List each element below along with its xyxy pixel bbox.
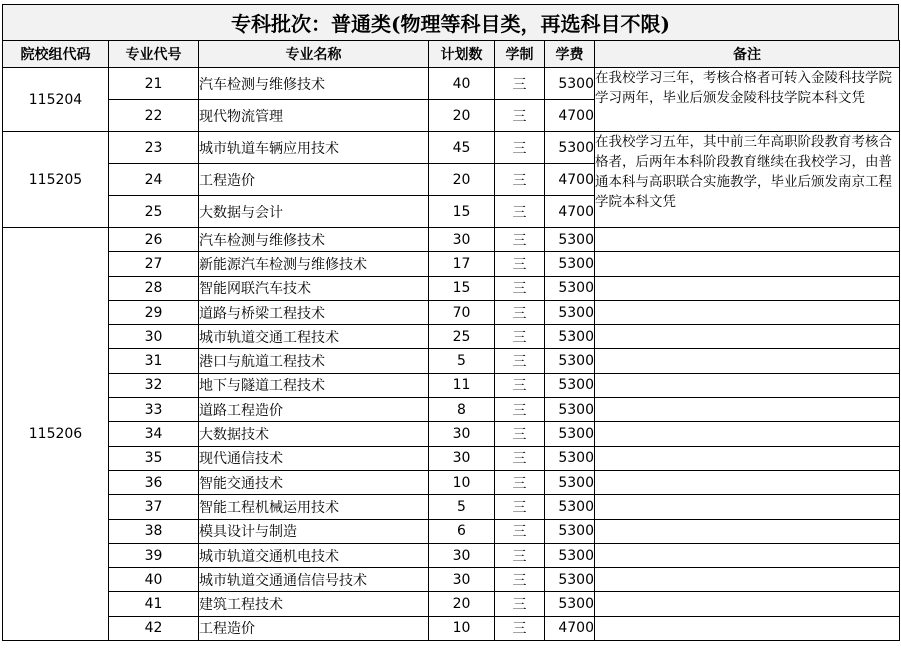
plan-count-cell: 10 [429, 470, 495, 494]
tuition-cell: 4700 [545, 616, 595, 640]
major-name-cell: 智能网联汽车技术 [199, 276, 429, 300]
duration-cell: 三 [495, 349, 545, 373]
major-code-cell: 28 [109, 276, 199, 300]
tuition-cell: 4700 [545, 196, 595, 228]
table-row [3, 495, 900, 519]
remarks-cell-empty [595, 543, 900, 567]
major-code-cell: 21 [109, 68, 199, 100]
plan-count-cell: 30 [429, 422, 495, 446]
duration-cell: 三 [495, 196, 545, 228]
remarks-cell-empty [595, 592, 900, 616]
major-name-cell: 道路与桥梁工程技术 [199, 300, 429, 324]
major-code-cell: 34 [109, 422, 199, 446]
major-name-cell: 新能源汽车检测与维修技术 [199, 252, 429, 276]
sheet-title: 专科批次：普通类(物理等科目类，再选科目不限) [2, 4, 899, 40]
major-code-cell: 41 [109, 592, 199, 616]
tuition-cell: 5300 [545, 373, 595, 397]
plan-count-cell: 30 [429, 568, 495, 592]
duration-cell: 三 [495, 519, 545, 543]
plan-count-cell: 15 [429, 196, 495, 228]
major-code-cell: 39 [109, 543, 199, 567]
tuition-cell: 5300 [545, 495, 595, 519]
duration-cell: 三 [495, 276, 545, 300]
remarks-cell-empty [595, 519, 900, 543]
table-row [3, 470, 900, 494]
major-code-cell: 30 [109, 325, 199, 349]
remarks-cell-empty [595, 616, 900, 640]
duration-cell: 三 [495, 300, 545, 324]
tuition-cell: 5300 [545, 228, 595, 252]
major-code-cell: 23 [109, 132, 199, 164]
major-code-cell: 40 [109, 568, 199, 592]
plan-table-body [3, 68, 900, 641]
tuition-cell: 5300 [545, 398, 595, 422]
table-row [3, 398, 900, 422]
tuition-cell: 5300 [545, 349, 595, 373]
table-row [3, 132, 900, 164]
remarks-cell: 在我校学习三年，考核合格者可转入金陵科技学院学习两年，毕业后颁发金陵科技学院本科文凭 [595, 68, 900, 132]
table-row [3, 349, 900, 373]
tuition-cell: 5300 [545, 470, 595, 494]
plan-count-cell: 40 [429, 68, 495, 100]
remarks-cell-empty [595, 252, 900, 276]
duration-cell: 三 [495, 100, 545, 132]
remarks-cell-empty [595, 373, 900, 397]
table-row [3, 276, 900, 300]
remarks-cell-empty [595, 446, 900, 470]
header-major-name: 专业名称 [199, 41, 429, 68]
tuition-cell: 5300 [545, 276, 595, 300]
table-row [3, 68, 900, 100]
plan-count-cell: 15 [429, 276, 495, 300]
major-code-cell: 42 [109, 616, 199, 640]
tuition-cell: 5300 [545, 132, 595, 164]
tuition-cell: 5300 [545, 519, 595, 543]
duration-cell: 三 [495, 470, 545, 494]
plan-count-cell: 5 [429, 495, 495, 519]
plan-count-cell: 30 [429, 446, 495, 470]
tuition-cell: 4700 [545, 164, 595, 196]
major-name-cell: 智能交通技术 [199, 470, 429, 494]
remarks-cell-empty [595, 398, 900, 422]
plan-count-cell: 10 [429, 616, 495, 640]
duration-cell: 三 [495, 422, 545, 446]
table-row [3, 519, 900, 543]
remarks-cell-empty [595, 349, 900, 373]
major-name-cell: 模具设计与制造 [199, 519, 429, 543]
header-group-code: 院校组代码 [3, 41, 109, 68]
plan-count-cell: 17 [429, 252, 495, 276]
group-code-cell: 115206 [3, 228, 109, 641]
major-code-cell: 25 [109, 196, 199, 228]
major-name-cell: 建筑工程技术 [199, 592, 429, 616]
plan-count-cell: 45 [429, 132, 495, 164]
plan-count-cell: 30 [429, 228, 495, 252]
remarks-cell-empty [595, 568, 900, 592]
duration-cell: 三 [495, 543, 545, 567]
tuition-cell: 5300 [545, 592, 595, 616]
table-row [3, 592, 900, 616]
table-row [3, 543, 900, 567]
table-row [3, 616, 900, 640]
major-name-cell: 工程造价 [199, 616, 429, 640]
major-name-cell: 城市轨道交通机电技术 [199, 543, 429, 567]
major-name-cell: 港口与航道工程技术 [199, 349, 429, 373]
major-code-cell: 31 [109, 349, 199, 373]
tuition-cell: 5300 [545, 252, 595, 276]
header-row [3, 41, 900, 68]
plan-count-cell: 20 [429, 164, 495, 196]
major-name-cell: 大数据与会计 [199, 196, 429, 228]
remarks-cell-empty [595, 470, 900, 494]
table-row [3, 446, 900, 470]
table-row [3, 252, 900, 276]
major-name-cell: 城市轨道交通工程技术 [199, 325, 429, 349]
major-code-cell: 24 [109, 164, 199, 196]
plan-count-cell: 6 [429, 519, 495, 543]
tuition-cell: 5300 [545, 543, 595, 567]
remarks-cell-empty [595, 228, 900, 252]
table-row [3, 422, 900, 446]
major-name-cell: 汽车检测与维修技术 [199, 228, 429, 252]
plan-count-cell: 30 [429, 543, 495, 567]
header-duration: 学制 [495, 41, 545, 68]
header-plan-count: 计划数 [429, 41, 495, 68]
tuition-cell: 5300 [545, 446, 595, 470]
major-code-cell: 38 [109, 519, 199, 543]
remarks-cell: 在我校学习五年，其中前三年高职阶段教育考核合格者，后两年本科阶段教育继续在我校学习，由普通本科与高职联合实施教学，毕业后颁发南京工程学院本科文凭 [595, 132, 900, 228]
major-code-cell: 33 [109, 398, 199, 422]
duration-cell: 三 [495, 398, 545, 422]
tuition-cell: 5300 [545, 422, 595, 446]
table-row [3, 568, 900, 592]
table-row [3, 373, 900, 397]
major-name-cell: 大数据技术 [199, 422, 429, 446]
duration-cell: 三 [495, 164, 545, 196]
major-code-cell: 32 [109, 373, 199, 397]
remarks-cell-empty [595, 276, 900, 300]
header-major-code: 专业代号 [109, 41, 199, 68]
tuition-cell: 5300 [545, 300, 595, 324]
duration-cell: 三 [495, 616, 545, 640]
duration-cell: 三 [495, 568, 545, 592]
major-code-cell: 26 [109, 228, 199, 252]
plan-count-cell: 5 [429, 349, 495, 373]
duration-cell: 三 [495, 446, 545, 470]
duration-cell: 三 [495, 495, 545, 519]
major-code-cell: 37 [109, 495, 199, 519]
table-row [3, 228, 900, 252]
header-remarks: 备注 [595, 41, 900, 68]
table-row [3, 300, 900, 324]
major-code-cell: 22 [109, 100, 199, 132]
major-name-cell: 城市轨道车辆应用技术 [199, 132, 429, 164]
plan-count-cell: 11 [429, 373, 495, 397]
remarks-cell-empty [595, 325, 900, 349]
major-code-cell: 27 [109, 252, 199, 276]
plan-count-cell: 20 [429, 100, 495, 132]
duration-cell: 三 [495, 325, 545, 349]
duration-cell: 三 [495, 592, 545, 616]
remarks-cell-empty [595, 495, 900, 519]
remarks-cell-empty [595, 300, 900, 324]
plan-count-cell: 70 [429, 300, 495, 324]
major-code-cell: 29 [109, 300, 199, 324]
tuition-cell: 4700 [545, 100, 595, 132]
duration-cell: 三 [495, 68, 545, 100]
major-name-cell: 城市轨道交通通信信号技术 [199, 568, 429, 592]
major-name-cell: 地下与隧道工程技术 [199, 373, 429, 397]
major-name-cell: 现代物流管理 [199, 100, 429, 132]
major-name-cell: 汽车检测与维修技术 [199, 68, 429, 100]
plan-table [2, 40, 900, 641]
table-row [3, 325, 900, 349]
duration-cell: 三 [495, 373, 545, 397]
tuition-cell: 5300 [545, 325, 595, 349]
plan-count-cell: 8 [429, 398, 495, 422]
duration-cell: 三 [495, 132, 545, 164]
duration-cell: 三 [495, 252, 545, 276]
major-name-cell: 道路工程造价 [199, 398, 429, 422]
plan-count-cell: 20 [429, 592, 495, 616]
major-code-cell: 35 [109, 446, 199, 470]
major-name-cell: 工程造价 [199, 164, 429, 196]
tuition-cell: 5300 [545, 568, 595, 592]
major-name-cell: 智能工程机械运用技术 [199, 495, 429, 519]
plan-count-cell: 25 [429, 325, 495, 349]
major-code-cell: 36 [109, 470, 199, 494]
header-tuition: 学费 [545, 41, 595, 68]
group-code-cell: 115204 [3, 68, 109, 132]
major-name-cell: 现代通信技术 [199, 446, 429, 470]
remarks-cell-empty [595, 422, 900, 446]
duration-cell: 三 [495, 228, 545, 252]
group-code-cell: 115205 [3, 132, 109, 228]
tuition-cell: 5300 [545, 68, 595, 100]
